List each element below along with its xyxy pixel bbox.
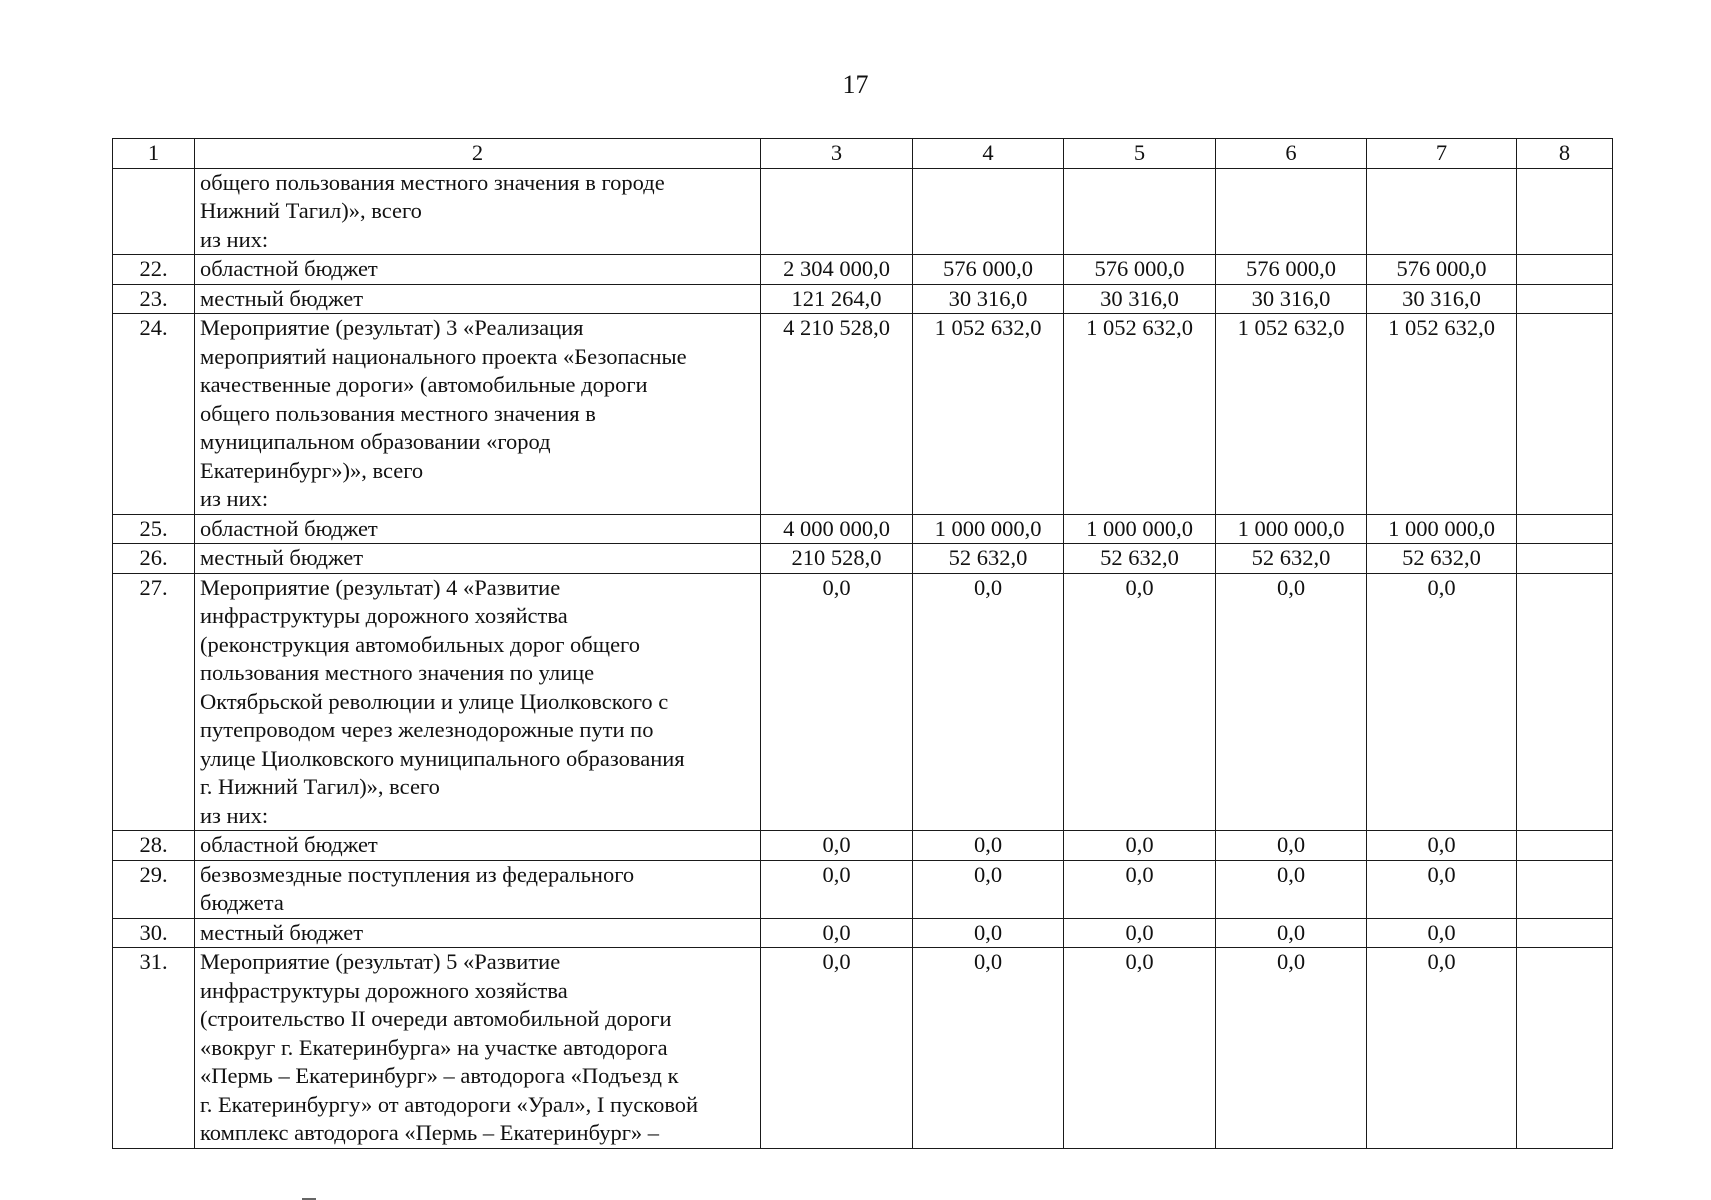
value-cell-col7: 1 052 632,0: [1367, 314, 1517, 515]
value-cell-col7: 0,0: [1367, 573, 1517, 831]
value-cell-col4: 30 316,0: [913, 284, 1064, 314]
table-row: [113, 514, 1613, 544]
value-cell-col6: 1 000 000,0: [1216, 514, 1367, 544]
header-cell: 2: [195, 139, 761, 169]
description-line: местный бюджет: [200, 919, 364, 945]
row-number: 26.: [113, 544, 195, 574]
table-row: [113, 918, 1613, 948]
value-cell-col5: 0,0: [1064, 918, 1216, 948]
value-cell-col5: [1064, 168, 1216, 255]
value-cell-col3: 121 264,0: [761, 284, 913, 314]
value-cell-col8: [1517, 255, 1613, 285]
table-row: [113, 314, 1613, 515]
value-cell-col6: [1216, 168, 1367, 255]
row-number: 30.: [113, 918, 195, 948]
description-line: Октябрьской революции и улице Циолковского с: [200, 688, 669, 714]
header-cell: 5: [1064, 139, 1216, 169]
value-cell-col5: 0,0: [1064, 948, 1216, 1149]
value-cell-col8: [1517, 514, 1613, 544]
header-cell: 8: [1517, 139, 1613, 169]
row-description: [195, 918, 761, 948]
row-description: [195, 831, 761, 861]
row-description: [195, 573, 761, 831]
description-line: «Пермь – Екатеринбург» – автодорога «Подъезд к: [200, 1063, 679, 1088]
description-line: областной бюджет: [200, 256, 378, 281]
row-number: 29.: [113, 860, 195, 918]
value-cell-col6: 30 316,0: [1216, 284, 1367, 314]
value-cell-col8: [1517, 573, 1613, 831]
value-cell-col7: 0,0: [1367, 918, 1517, 948]
value-cell-col7: 0,0: [1367, 948, 1517, 1149]
value-cell-col7: 0,0: [1367, 860, 1517, 918]
value-cell-col7: [1367, 168, 1517, 255]
header-cell: 1: [113, 139, 195, 169]
value-cell-col8: [1517, 918, 1613, 948]
row-number: 23.: [113, 284, 195, 314]
value-cell-col3: 0,0: [761, 860, 913, 918]
value-cell-col5: 0,0: [1064, 573, 1216, 831]
row-description: [195, 514, 761, 544]
description-line: из них:: [200, 226, 269, 252]
value-cell-col8: [1517, 168, 1613, 255]
description-line: (строительство II очереди автомобильной дороги: [200, 1006, 672, 1031]
value-cell-col8: [1517, 314, 1613, 515]
value-cell-col8: [1517, 860, 1613, 918]
row-description: [195, 314, 761, 515]
value-cell-col3: 0,0: [761, 918, 913, 948]
value-cell-col6: 0,0: [1216, 831, 1367, 861]
budget-table: [112, 138, 1613, 1149]
header-cell: 6: [1216, 139, 1367, 169]
value-cell-col3: 2 304 000,0: [761, 255, 913, 285]
description-line: Мероприятие (результат) 5 «Развитие: [200, 949, 561, 974]
value-cell-col3: 210 528,0: [761, 544, 913, 574]
description-line: инфраструктуры дорожного хозяйства: [200, 603, 568, 628]
row-number: [113, 168, 195, 255]
value-cell-col4: 576 000,0: [913, 255, 1064, 285]
value-cell-col4: 0,0: [913, 573, 1064, 831]
description-line: инфраструктуры дорожного хозяйства: [200, 977, 568, 1003]
description-line: Екатеринбург»)», всего: [200, 457, 424, 483]
description-line: из них:: [200, 486, 269, 511]
row-number: 22.: [113, 255, 195, 285]
description-line: областной бюджет: [200, 515, 378, 541]
header-cell: 7: [1367, 139, 1517, 169]
description-line: общего пользования местного значения в: [200, 400, 596, 426]
value-cell-col5: 30 316,0: [1064, 284, 1216, 314]
row-number: 27.: [113, 573, 195, 831]
row-number: 28.: [113, 831, 195, 861]
description-line: комплекс автодорога «Пермь – Екатеринбург» –: [200, 1120, 660, 1145]
description-line: мероприятий национального проекта «Безопасные: [200, 343, 687, 369]
table-row: [113, 573, 1613, 831]
value-cell-col6: 0,0: [1216, 948, 1367, 1149]
value-cell-col8: [1517, 831, 1613, 861]
value-cell-col4: 1 000 000,0: [913, 514, 1064, 544]
value-cell-col3: 0,0: [761, 948, 913, 1149]
table-header-row: [113, 139, 1613, 169]
table-row: [113, 860, 1613, 918]
table-row: [113, 544, 1613, 574]
table-row: [113, 948, 1613, 1149]
value-cell-col6: 0,0: [1216, 573, 1367, 831]
table-row: [113, 831, 1613, 861]
value-cell-col8: [1517, 284, 1613, 314]
description-line: местный бюджет: [200, 545, 364, 570]
description-line: местный бюджет: [200, 285, 364, 311]
value-cell-col7: 1 000 000,0: [1367, 514, 1517, 544]
description-line: общего пользования местного значения в городе: [200, 169, 665, 195]
row-description: [195, 284, 761, 314]
value-cell-col4: 0,0: [913, 948, 1064, 1149]
description-line: из них:: [200, 802, 269, 828]
value-cell-col3: [761, 168, 913, 255]
row-description: [195, 255, 761, 285]
header-cell: 4: [913, 139, 1064, 169]
value-cell-col5: 576 000,0: [1064, 255, 1216, 285]
description-line: муниципальном образовании «город: [200, 429, 551, 454]
table-row: [113, 284, 1613, 314]
description-line: Мероприятие (результат) 3 «Реализация: [200, 315, 584, 340]
value-cell-col3: 0,0: [761, 573, 913, 831]
value-cell-col7: 30 316,0: [1367, 284, 1517, 314]
page-number: 17: [842, 70, 869, 99]
row-number: 25.: [113, 514, 195, 544]
value-cell-col5: 52 632,0: [1064, 544, 1216, 574]
row-number: 24.: [113, 314, 195, 515]
value-cell-col4: 52 632,0: [913, 544, 1064, 574]
row-description: [195, 168, 761, 255]
value-cell-col3: 0,0: [761, 831, 913, 861]
description-line: бюджета: [200, 890, 284, 915]
row-description: [195, 544, 761, 574]
value-cell-col3: 4 000 000,0: [761, 514, 913, 544]
value-cell-col4: 0,0: [913, 860, 1064, 918]
description-line: Нижний Тагил)», всего: [200, 198, 422, 223]
row-number: 31.: [113, 948, 195, 1149]
value-cell-col7: 52 632,0: [1367, 544, 1517, 574]
value-cell-col5: 1 000 000,0: [1064, 514, 1216, 544]
value-cell-col5: 1 052 632,0: [1064, 314, 1216, 515]
value-cell-col4: 0,0: [913, 831, 1064, 861]
value-cell-col6: 0,0: [1216, 918, 1367, 948]
value-cell-col6: 576 000,0: [1216, 255, 1367, 285]
value-cell-col6: 0,0: [1216, 860, 1367, 918]
value-cell-col6: 1 052 632,0: [1216, 314, 1367, 515]
value-cell-col4: 1 052 632,0: [913, 314, 1064, 515]
description-line: (реконструкция автомобильных дорог общего: [200, 631, 640, 657]
description-line: улице Циолковского муниципального образования: [200, 745, 685, 771]
value-cell-col4: 0,0: [913, 918, 1064, 948]
value-cell-col7: 576 000,0: [1367, 255, 1517, 285]
row-description: [195, 948, 761, 1149]
description-line: безвозмездные поступления из федерального: [200, 861, 635, 887]
description-line: г. Нижний Тагил)», всего: [200, 774, 440, 799]
description-line: Мероприятие (результат) 4 «Развитие: [200, 574, 561, 600]
header-cell: 3: [761, 139, 913, 169]
value-cell-col4: [913, 168, 1064, 255]
table-row: [113, 168, 1613, 255]
value-cell-col8: [1517, 544, 1613, 574]
description-line: «вокруг г. Екатеринбурга» на участке автодорога: [200, 1034, 668, 1060]
description-line: областной бюджет: [200, 832, 378, 857]
description-line: г. Екатеринбургу» от автодороги «Урал», I пусковой: [200, 1091, 699, 1117]
value-cell-col6: 52 632,0: [1216, 544, 1367, 574]
description-line: пользования местного значения по улице: [200, 660, 595, 685]
row-description: [195, 860, 761, 918]
value-cell-col7: 0,0: [1367, 831, 1517, 861]
value-cell-col8: [1517, 948, 1613, 1149]
value-cell-col5: 0,0: [1064, 831, 1216, 861]
table-row: [113, 255, 1613, 285]
value-cell-col3: 4 210 528,0: [761, 314, 913, 515]
description-line: путепроводом через железнодорожные пути по: [200, 717, 654, 742]
description-line: качественные дороги» (автомобильные дороги: [200, 372, 648, 397]
value-cell-col5: 0,0: [1064, 860, 1216, 918]
